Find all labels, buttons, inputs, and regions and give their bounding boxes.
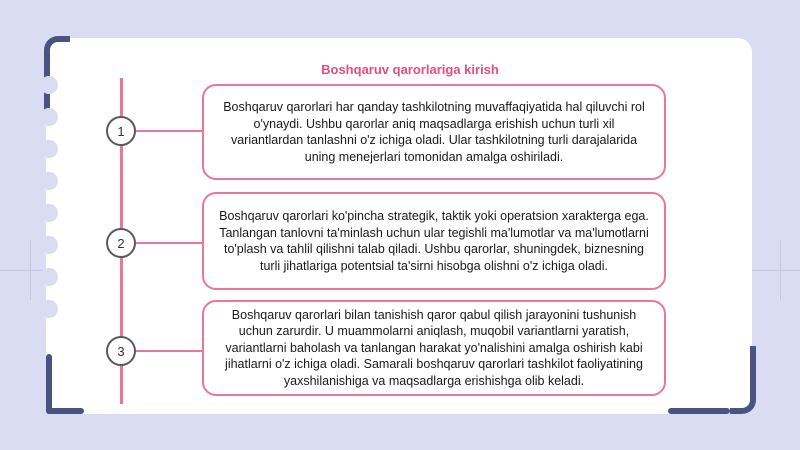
slide-title: Boshqaruv qarorlariga kirish xyxy=(321,62,499,77)
binder-notch xyxy=(40,76,58,94)
binder-notch xyxy=(40,140,58,158)
timeline-connector xyxy=(136,130,204,132)
binder-notch xyxy=(40,204,58,222)
step-text: Boshqaruv qarorlari har qanday tashkilotning muvaffaqiyatida hal qiluvchi rol o'ynaydi. Ushbu qarorlar aniq maqsadlarga erishish uchun turli xil variantlardan tanlashni o'z ichiga oladi. Ular tashkilotning turli darajalarida uning menejerlari tomonidan amalga oshiriladi. xyxy=(223,100,645,164)
frame-bar-bottom-right xyxy=(668,408,730,414)
timeline-connector xyxy=(136,242,204,244)
step-text-box xyxy=(202,300,666,396)
binder-notch xyxy=(40,108,58,126)
step-number-badge: 3 xyxy=(106,336,136,366)
step-text-box xyxy=(202,84,666,180)
frame-bar-left xyxy=(46,354,52,414)
frame-corner-bottom-right xyxy=(730,346,756,414)
background-line xyxy=(30,240,31,300)
binder-notch xyxy=(40,300,58,318)
binder-notch xyxy=(40,268,58,286)
timeline-connector xyxy=(136,350,204,352)
background-line xyxy=(780,240,781,300)
binder-notch xyxy=(40,172,58,190)
binder-notch xyxy=(40,236,58,254)
step-text: Boshqaruv qarorlari bilan tanishish qaror qabul qilish jarayonini tushunish uchun zarurdir. U muammolarni aniqlash, muqobil variantlarni yaratish, variantlarni baholash va tanlangan harakat yo'nalishini amalga oshirish kabi jihatlarni o'z ichiga oladi. Samarali boshqaruv qarorlari tashkilot faoliyatining yaxshilanishiga va maqsadlarga erishishga olib keladi. xyxy=(225,307,643,388)
step-number-badge: 1 xyxy=(106,116,136,146)
step-text-box xyxy=(202,192,666,290)
step-number-badge: 2 xyxy=(106,228,136,258)
step-text: Boshqaruv qarorlari ko'pincha strategik, taktik yoki operatsion xarakterga ega. Tanlangan tanlovni ta'minlash uchun ular tegishli ma'lumotlar va ma'lumotlarni to'plash va tahlil qilishni talab qiladi. Ushbu qarorlar, shuningdek, biznesning turli jihatlariga potentsial ta'sirni hisobga olishni o'z ichiga oladi. xyxy=(219,209,649,273)
